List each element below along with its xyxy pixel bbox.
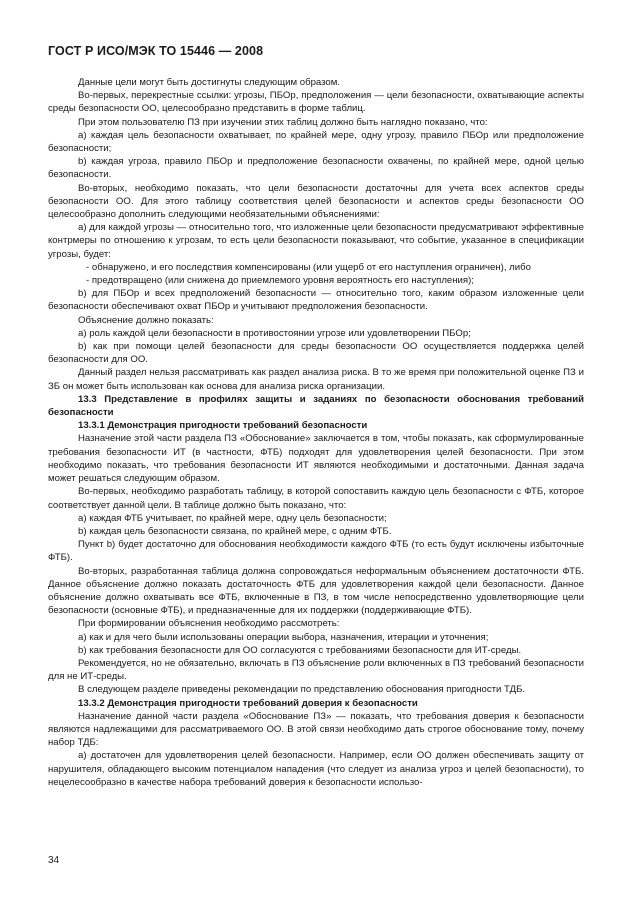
paragraph: a) как и для чего были использованы операции выбора, назначения, итерации и уточнения; [78,631,489,643]
paragraph: Объяснение должно показать: [78,314,214,326]
paragraph: b) каждая угроза, правило ПБОр и предположение безопасности охвачены, по крайней мере, одной целью безопасности. [48,156,584,181]
paragraph: a) роль каждой цели безопасности в противостоянии угрозе или удовлетворении ПБОр; [78,327,471,339]
paragraph: При этом пользователю ПЗ при изучении этих таблиц должно быть наглядно показано, что: [78,116,488,128]
paragraph: При формировании объяснения необходимо рассмотреть: [78,618,340,630]
paragraph: Во-вторых, необходимо показать, что цели безопасности достаточны для учета всех аспектов среды безопасности ОО. Для этого таблицу соответствия целей безопасности и аспектов среды безопасности ОО целесообразно дополнить следующими необязательными объяснениями: [48,182,584,221]
page-number: 34 [48,855,60,866]
paragraph: b) как требования безопасности для ОО согласуются с требованиями безопасности для ИТ-среды. [78,644,522,656]
paragraph: Во-первых, необходимо разработать таблицу, в которой сопоставить каждую цель безопасности с ФТБ, которое соответствует данной цели. В таблице должно быть показано, что: [48,486,584,511]
section-heading: 13.3.2 Демонстрация пригодности требований доверия к безопасности [78,697,418,709]
paragraph: Данный раздел нельзя рассматривать как раздел анализа риска. В то же время при положительной оценке ПЗ и ЗБ он может быть использован как основа для анализа риска организации. [48,367,584,392]
paragraph: Во-первых, перекрестные ссылки: угрозы, ПБОр, предположения — цели безопасности, охватывающие аспекты среды безопасности ОО, целесообразно представить в форме таблиц. [48,90,584,115]
paragraph: b) для ПБОр и всех предположений безопасности — относительно того, каким образом изложенные цели безопасности обеспечивают охват ПБОр и учитывают предположения безопасности. [48,288,584,313]
paragraph: a) для каждой угрозы — относительно того, что изложенные цели безопасности предусматривают эффективные контрмеры по отношению к угрозам, то есть цели безопасности показывают, что событие, указанное в спецификации угрозы, будет: [48,222,584,260]
paragraph: a) каждая ФТБ учитывает, по крайней мере, одну цель безопасности; [78,512,387,524]
paragraph: - обнаружено, и его последствия компенсированы (или ущерб от его наступления ограничен), либо [86,261,531,273]
paragraph: Во-вторых, разработанная таблица должна сопровождаться неформальным объяснением достаточности ФТБ. Данное объяснение должно показать достаточность ФТБ для удовлетворения каждой цели безопасности. Данное объяснение должно охватывать все ФТБ, включенные в ПЗ, в том числе непосредственно удовлетворяющие цели безопасности (основные ФТБ), и предназначенные для их поддержки (поддерживающие ФТБ). [48,565,584,617]
paragraph: b) как при помощи целей безопасности для среды безопасности ОО осуществляется поддержка целей безопасности для ОО. [48,341,584,366]
section-heading: 13.3.1 Демонстрация пригодности требований безопасности [78,420,368,432]
paragraph: b) каждая цель безопасности связана, по крайней мере, с одним ФТБ. [78,525,392,537]
document-header: ГОСТ Р ИСО/МЭК ТО 15446 — 2008 [48,44,264,58]
paragraph: a) достаточен для удовлетворения целей безопасности. Например, если ОО должен обеспечивать защиту от нарушителя, обладающего высоким потенциалом нападения (что следует из анализа угроз и целей безопасности), то нецелесообразно в качестве набора требований доверия к безопасности использо- [48,750,584,788]
paragraph: Данные цели могут быть достигнуты следующим образом. [78,77,341,88]
paragraph: Назначение этой части раздела ПЗ «Обоснование» заключается в том, чтобы показать, как сформулированные требования безопасности ИТ (в частности, ФТБ) подходят для удовлетворения целей безопасности. При этом необходимо показать, что требования безопасности ИТ являются необходимыми и достаточными. Данная задача может решаться следующим образом. [48,433,584,485]
paragraph: a) каждая цель безопасности охватывает, по крайней мере, одну угрозу, правило ПБОр или предположение безопасности; [48,129,584,155]
paragraph: Рекомендуется, но не обязательно, включать в ПЗ объяснение роли включенных в ПЗ требований безопасности для не ИТ-среды. [48,657,584,683]
paragraph: В следующем разделе приведены рекомендации по представлению обоснования пригодности ТДБ. [78,684,526,696]
paragraph: Пункт b) будет достаточно для обоснования необходимости каждого ФТБ (то есть будут исключены избыточные ФТБ). [48,539,584,564]
paragraph: Назначение данной части раздела «Обоснование ПЗ» — показать, что требования доверия к безопасности являются надлежащими для рассматриваемого ОО. В этой связи необходимо дать строгое обоснование тому, почему набор ТДБ: [48,710,584,749]
section-heading: 13.3 Представление в профилях защиты и заданиях по безопасности обоснования требований безопасности [48,393,584,419]
paragraph: - предотвращено (или снижена до приемлемого уровня вероятность его наступления); [86,275,474,287]
document-body [48,76,584,789]
